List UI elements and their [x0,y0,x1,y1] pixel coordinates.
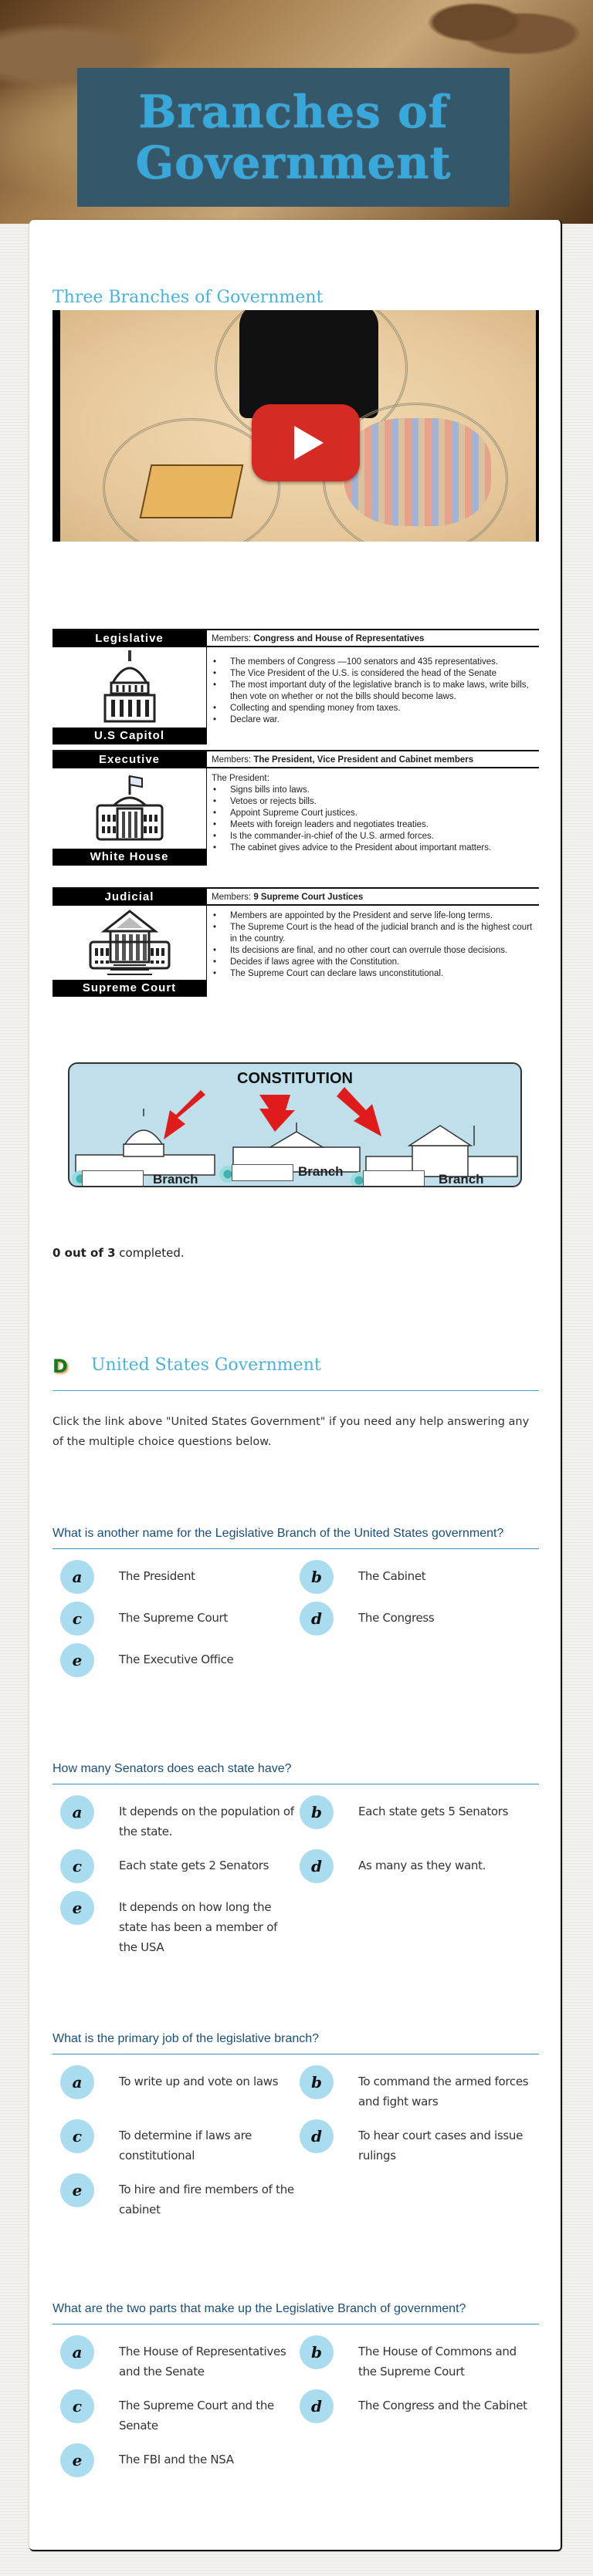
question-text: What are the two parts that make up the Legislative Branch of government? [53,2299,539,2324]
branch-right-column [207,889,539,997]
option-text: The Supreme Court [119,1611,228,1625]
duties-list [212,785,534,854]
option-letter-bubble: b [300,2065,334,2099]
video-section-heading: Three Branches of Government [53,288,539,312]
answer-option-b[interactable] [300,2335,539,2382]
members-label: Members: [212,634,254,643]
option-text: To hire and fire members of the cabinet [119,2183,294,2216]
answer-option-b[interactable] [300,2065,539,2112]
page-title-line-1: Branches of [138,86,449,138]
option-text: To determine if laws are constitutional [119,2129,252,2162]
answer-option-c[interactable] [60,1849,300,1883]
duty-item: • Is the commander-in-chief of the U.S. armed forces. [212,831,534,842]
completion-suffix: completed. [115,1246,185,1260]
option-letter-bubble: e [60,2443,94,2477]
duty-item: • Appoint Supreme Court justices. [212,808,534,819]
branch-card-judicial [53,887,539,997]
question-3 [53,2029,539,2220]
duty-item: • Meets with foreign leaders and negotiates treaties. [212,819,534,831]
resource-logo-icon: D [53,1356,68,1377]
option-text: The Cabinet [358,1569,426,1583]
duty-item: • The Vice President of the U.S. is considered the head of the Senate [212,668,534,680]
answer-option-b[interactable] [300,1560,539,1594]
duty-item: • The members of Congress —100 senators and 435 representatives. [212,657,534,668]
duty-item: • Collecting and spending money from taxes. [212,703,534,714]
duty-item: • Vetoes or rejects bills. [212,796,534,808]
arrow-icons [69,1064,522,1187]
option-letter-bubble: d [300,1849,334,1883]
members-value: The President, Vice President and Cabinet members [253,755,474,765]
answer-option-d[interactable] [300,2119,539,2166]
completion-count: 0 out of 3 [53,1246,116,1260]
members-value: Congress and House of Representatives [253,634,425,643]
branch-card-legislative [53,629,539,744]
option-letter-bubble: e [60,2173,94,2207]
option-letter-bubble: c [60,2119,94,2153]
answer-option-c[interactable] [60,1602,300,1636]
answer-option-e[interactable] [60,1891,300,1957]
duty-item: • The Supreme Court is the head of the judicial branch and is the highest court in the country. [212,922,534,945]
answer-options [53,1560,539,1677]
duty-item: • The Supreme Court can declare laws unconstitutional. [212,968,534,980]
question-2 [53,1759,539,1957]
duty-item: • The cabinet gives advice to the President about important matters. [212,842,534,854]
answer-option-c[interactable] [60,2119,300,2166]
question-4 [53,2299,539,2477]
duties-list [212,657,534,726]
answer-option-c[interactable] [60,2389,300,2436]
answer-option-a[interactable] [60,1795,300,1842]
branch-building: U.S Capitol [53,728,206,744]
page-title [136,86,452,188]
completion-status [53,1246,185,1260]
option-letter-bubble: a [60,2065,94,2099]
branch-left-column [53,630,207,744]
option-text: The President [119,1569,195,1583]
option-letter-bubble: c [60,1849,94,1883]
answer-option-d[interactable] [300,1602,539,1636]
answer-option-d[interactable] [300,1849,539,1883]
branch-members [207,630,539,647]
branch-left-column [53,751,207,866]
branch-word: Branch [298,1164,344,1179]
branch-card-executive [53,750,539,866]
option-text: The House of Commons and the Supreme Court [358,2345,517,2378]
duty-item: • The most important duty of the legislative branch is to make laws, write bills, then vote on whether or not the bills should become laws. [212,680,534,703]
answer-options [53,2065,539,2220]
answer-options [53,2335,539,2477]
video-illustration-crowd [344,418,491,526]
help-text: Click the link above "United States Government" if you need any help answering any of the multiple choice questions below. [53,1416,530,1448]
branch-right-column [207,630,539,744]
duties-list [212,910,534,980]
header-background-image [0,0,593,224]
members-label: Members: [212,893,254,902]
branch-word: Branch [439,1172,484,1187]
option-text: To write up and vote on laws [119,2075,279,2088]
branch-members [207,889,539,906]
option-letter-bubble: d [300,2119,334,2153]
branch-duties [207,768,539,857]
option-text: The Congress [358,1611,435,1625]
content-card [29,220,562,2551]
branch-building: Supreme Court [53,980,206,997]
answer-options [53,1795,539,1957]
option-text: Each state gets 5 Senators [358,1805,509,1818]
answer-option-a[interactable] [60,2065,300,2112]
option-letter-bubble: a [60,1560,94,1594]
question-text: How many Senators does each state have? [53,1759,539,1784]
branch-name: Legislative [53,630,206,647]
duty-item: • Its decisions are final, and no other court can overrule those decisions. [212,945,534,957]
answer-option-d[interactable] [300,2389,539,2436]
option-text: To hear court cases and issue rulings [358,2129,524,2162]
duty-item: • Signs bills into laws. [212,785,534,796]
option-letter-bubble: e [60,1891,94,1925]
option-text: It depends on the population of the state. [119,1805,294,1838]
option-text: The Supreme Court and the Senate [119,2399,274,2433]
option-letter-bubble: b [300,1795,334,1829]
option-text: It depends on how long the state has been a member of the USA [119,1900,278,1954]
branch-left-column [53,889,207,997]
branch-duties [207,906,539,983]
option-letter-bubble: c [60,1602,94,1636]
branch-members [207,751,539,768]
branch-building: White House [53,849,206,866]
option-letter-bubble: a [60,1795,94,1829]
answer-option-e[interactable] [60,2443,300,2477]
play-icon [294,426,324,460]
question-1 [53,1524,539,1677]
question-text: What is another name for the Legislative Branch of the United States government? [53,1524,539,1549]
page-title-line-2: Government [135,137,452,189]
option-letter-bubble: b [300,1560,334,1594]
branch-input-legislative[interactable] [82,1170,144,1187]
answer-option-a[interactable] [60,1560,300,1594]
option-letter-bubble: a [60,2335,94,2369]
option-text: To command the armed forces and fight wars [358,2075,529,2108]
branch-name: Executive [53,751,206,768]
branch-word: Branch [153,1172,198,1187]
duty-item: • Declare war. [212,714,534,726]
capitol-icon [53,647,206,728]
option-letter-bubble: d [300,1602,334,1636]
constitution-drag-activity [68,1062,522,1187]
answer-option-a[interactable] [60,2335,300,2382]
answer-option-e[interactable] [60,2173,300,2220]
option-letter-bubble: e [60,1643,94,1677]
title-box [77,68,510,207]
branch-right-column [207,751,539,866]
members-label: Members: [212,755,254,765]
option-letter-bubble: d [300,2389,334,2423]
duties-intro: The President: [212,774,269,783]
branch-duties [207,647,539,729]
question-text: What is the primary job of the legislative branch? [53,2029,539,2054]
branch-input-judicial[interactable] [363,1170,425,1187]
option-text: Each state gets 2 Senators [119,1859,269,1872]
video-illustration-desk [140,464,244,518]
option-text: The Executive Office [119,1653,234,1666]
branch-input-executive[interactable] [232,1164,293,1181]
answer-option-b[interactable] [300,1795,539,1842]
branch-name: Judicial [53,889,206,906]
united-states-government-link[interactable]: United States Government [53,1356,539,1391]
option-letter-bubble: c [60,2389,94,2423]
option-text: The Congress and the Cabinet [358,2399,527,2412]
constitution-title: CONSTITUTION [237,1070,353,1087]
supreme-court-icon [53,906,206,980]
option-text: As many as they want. [358,1859,486,1872]
duty-item: • Decides if laws agree with the Constitution. [212,957,534,968]
option-text: The House of Representatives and the Senate [119,2345,286,2378]
answer-option-e[interactable] [60,1643,300,1677]
play-button[interactable] [252,404,360,481]
duty-item: • Members are appointed by the President and serve life-long terms. [212,910,534,922]
option-letter-bubble: b [300,2335,334,2369]
white-house-icon [53,768,206,849]
option-text: The FBI and the NSA [119,2453,234,2466]
members-value: 9 Supreme Court Justices [253,893,364,902]
youtube-video-player[interactable] [53,310,539,542]
video-illustration-court [239,310,378,418]
